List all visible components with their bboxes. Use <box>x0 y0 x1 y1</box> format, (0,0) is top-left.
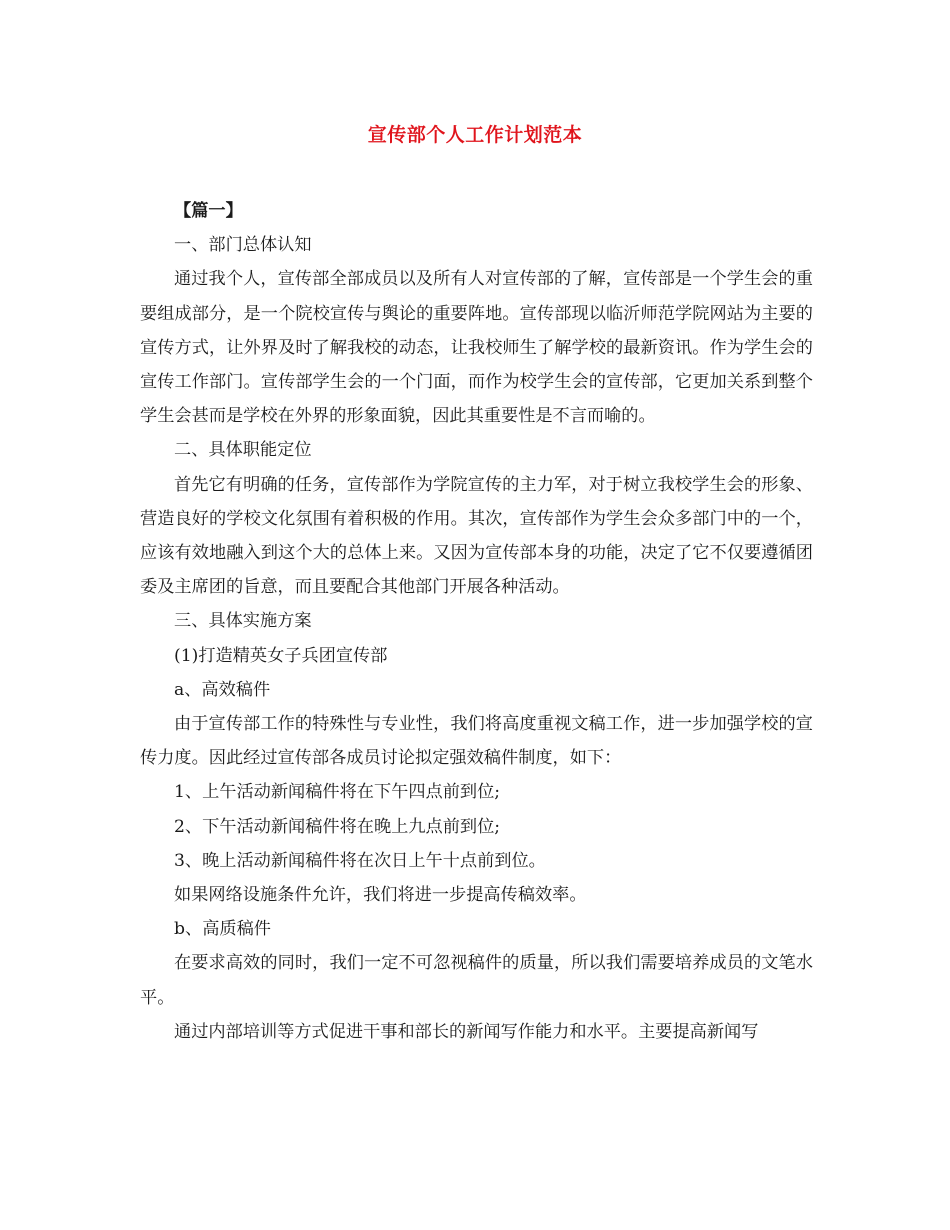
paragraph: 由于宣传部工作的特殊性与专业性，我们将高度重视文稿工作，进一步加强学校的宣传力度。因此经过宣传部各成员讨论拟定强效稿件制度，如下： <box>140 714 813 769</box>
list-item: 3、晚上活动新闻稿件将在次日上午十点前到位。 <box>174 850 546 871</box>
section-heading: 一、部门总体认知 <box>174 235 312 256</box>
list-item: 2、下午活动新闻稿件将在晚上九点前到位; <box>174 816 501 837</box>
paragraph: 通过我个人，宣传部全部成员以及所有人对宣传部的了解，宣传部是一个学生会的重要组成部分，是一个院校宣传与舆论的重要阵地。宣传部现以临沂师范学院网站为主要的宣传方式，让外界及时了解我校的动态，让我校师生了解学校的最新资讯。作为学生会的宣传工作部门。宣传部学生会的一个门面，而作为校学生会的宣传部，它更加关系到整个学生会甚而是学校在外界的形象面貌，因此其重要性是不言而喻的。 <box>140 269 813 427</box>
section-heading: 二、具体职能定位 <box>174 440 312 461</box>
document-body <box>140 194 813 1049</box>
paragraph: 如果网络设施条件允许，我们将进一步提高传稿效率。 <box>174 885 587 906</box>
subsection-heading: (1)打造精英女子兵团宣传部 <box>174 645 388 666</box>
paragraph: 在要求高效的同时，我们一定不可忽视稿件的质量，所以我们需要培养成员的文笔水平。 <box>140 953 813 1008</box>
item-heading: b、高质稿件 <box>174 919 271 940</box>
item-heading: a、高效稿件 <box>174 679 271 700</box>
section-marker: 【篇一】 <box>174 201 243 221</box>
paragraph: 首先它有明确的任务，宣传部作为学院宣传的主力军，对于树立我校学生会的形象、营造良好的学校文化氛围有着积极的作用。其次，宣传部作为学生会众多部门中的一个，应该有效地融入到这个大的总体上来。又因为宣传部本身的功能，决定了它不仅要遵循团委及主席团的旨意，而且要配合其他部门开展各种活动。 <box>140 474 813 598</box>
list-item: 1、上午活动新闻稿件将在下午四点前到位; <box>174 782 501 803</box>
document-title: 宣传部个人工作计划范本 <box>367 124 583 146</box>
section-heading: 三、具体实施方案 <box>174 611 312 632</box>
paragraph: 通过内部培训等方式促进干事和部长的新闻写作能力和水平。主要提高新闻写 <box>174 1021 759 1042</box>
